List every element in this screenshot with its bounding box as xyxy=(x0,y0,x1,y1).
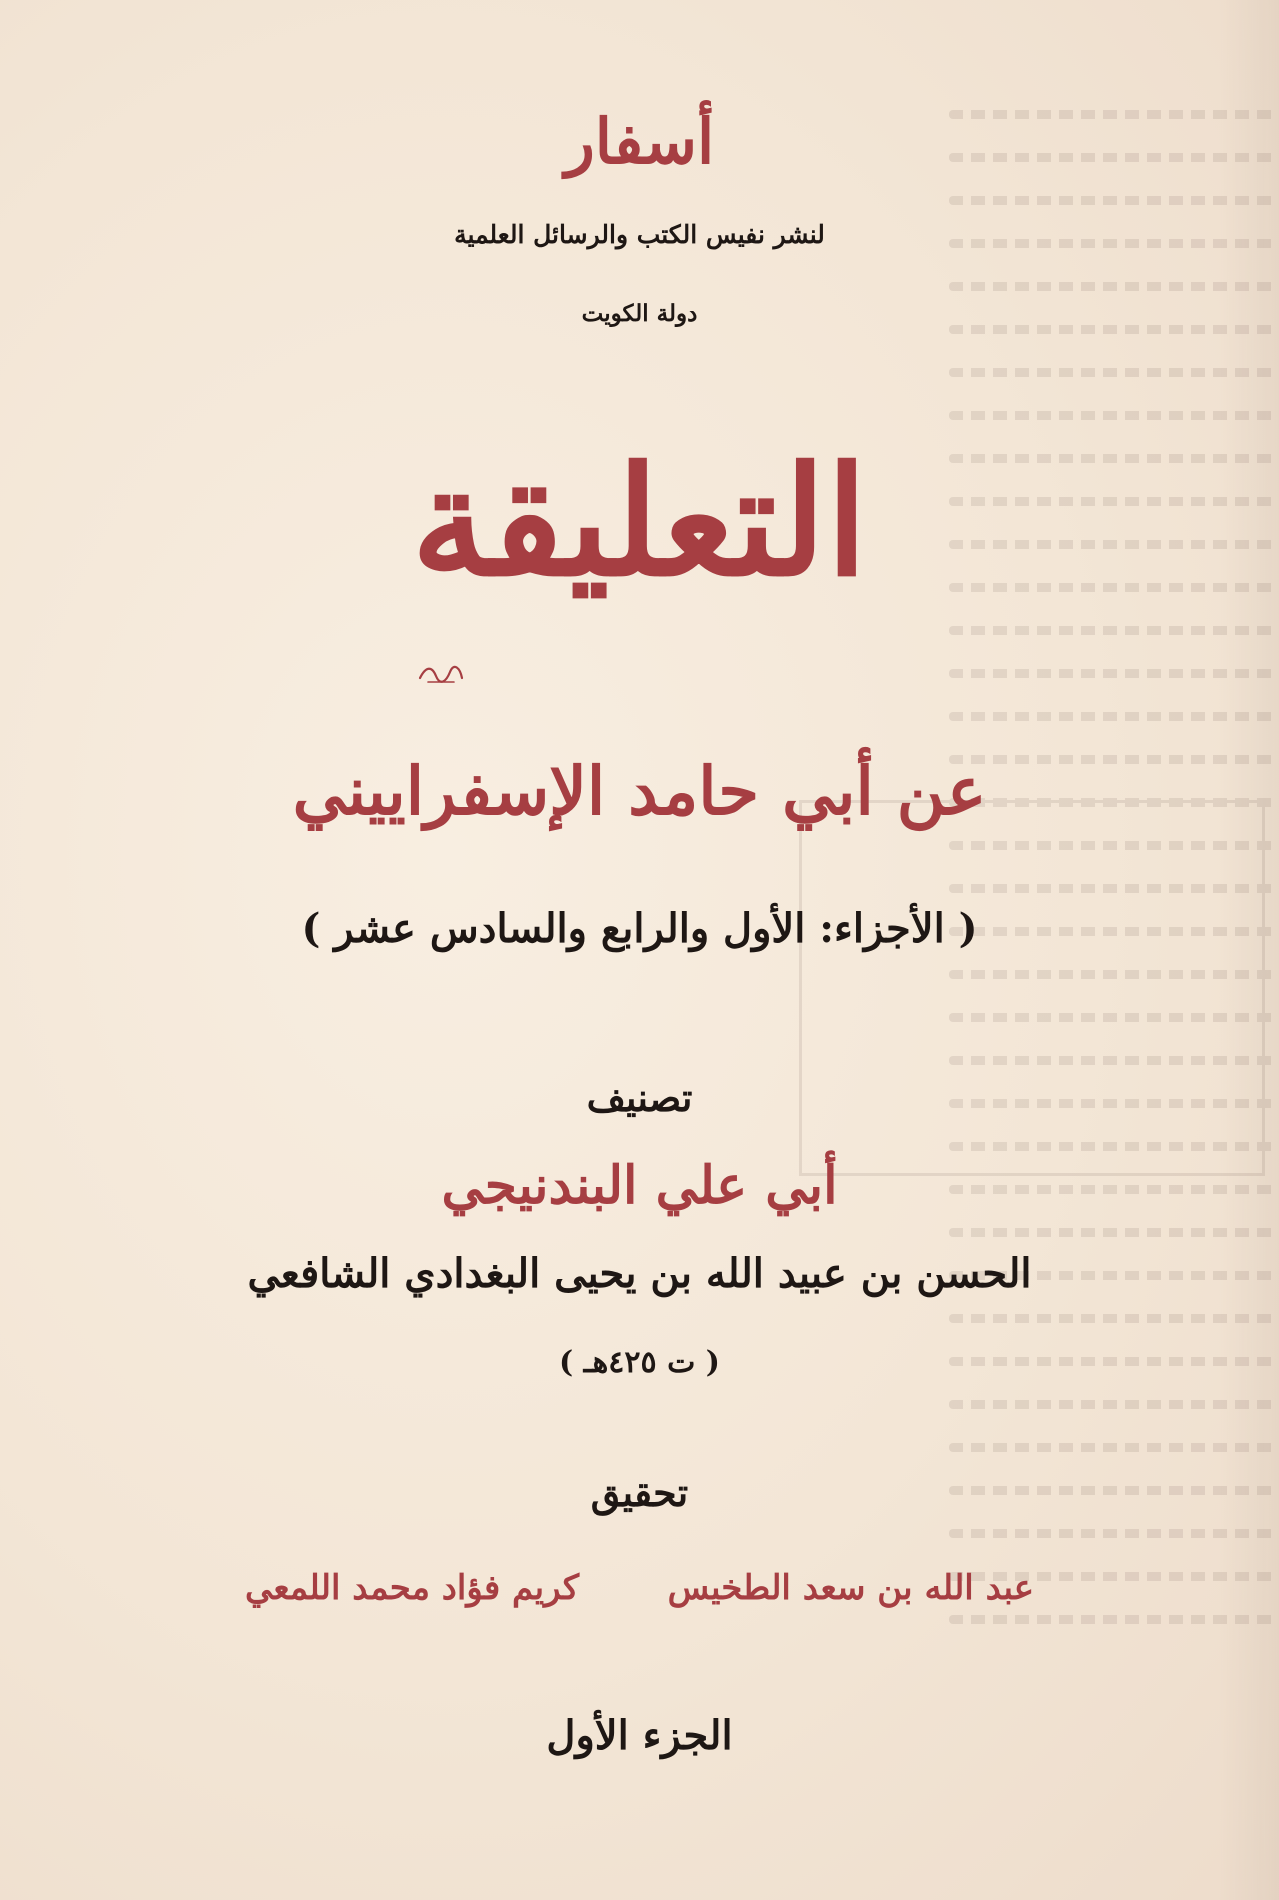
publisher-country: دولة الكويت xyxy=(581,300,698,327)
publisher-name: أسفار xyxy=(564,105,715,178)
author-death-date: ( ت ٤٢٥هـ ) xyxy=(559,1345,720,1380)
author-full-name: الحسن بن عبيد الله بن يحيى البغدادي الشافعي xyxy=(247,1250,1032,1297)
editor-name: عبد الله بن سعد الطخيس xyxy=(667,1568,1034,1608)
calligraphy-signature-icon xyxy=(418,662,464,686)
authored-by-label: تصنيف xyxy=(586,1075,693,1120)
book-title: التعليقة xyxy=(411,434,868,610)
volumes-note: ( الأجزاء: الأول والرابع والسادس عشر ) xyxy=(301,905,978,952)
author-kunya: أبي علي البندنيجي xyxy=(441,1155,838,1216)
publisher-tagline: لنشر نفيس الكتب والرسائل العلمية xyxy=(454,220,825,249)
volume-label: الجزء الأول xyxy=(546,1712,733,1759)
book-subtitle: عن أبي حامد الإسفراييني xyxy=(292,752,987,830)
editor-name: كريم فؤاد محمد اللمعي xyxy=(245,1568,580,1608)
edited-by-label: تحقيق xyxy=(590,1470,689,1515)
